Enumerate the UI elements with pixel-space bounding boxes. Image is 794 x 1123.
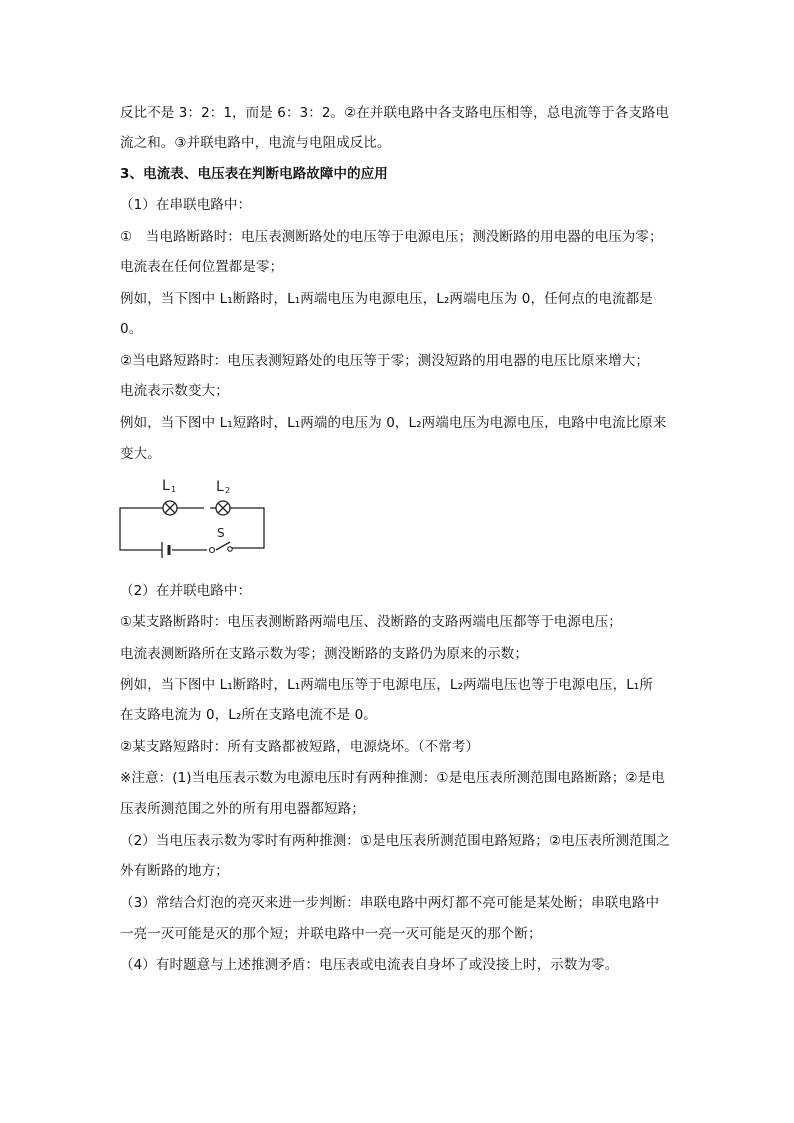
subsection-heading: （1）在串联电路中： bbox=[120, 197, 252, 213]
lamp2-subscript: 2 bbox=[225, 486, 231, 495]
text-line: 反比不是 3：2：1，而是 6：3：2。②在并联电路中各支路电压相等，总电流等于各支路电 bbox=[120, 105, 670, 121]
note-line: （2）当电压表示数为零时有两种推测：①是电压表所测范围电路短路；②电压表所测范围之 bbox=[120, 833, 670, 849]
text-line: ②某支路短路时：所有支路都被短路，电源烧坏。（不常考） bbox=[120, 739, 480, 755]
text-line: 在支路电流为 0，L₂所在支路电流不是 0。 bbox=[120, 707, 377, 723]
text-line: 0。 bbox=[120, 321, 143, 337]
lamp1-subscript: 1 bbox=[171, 485, 177, 494]
note-line: （4）有时题意与上述推测矛盾：电压表或电流表自身坏了或没接上时，示数为零。 bbox=[120, 957, 619, 973]
text-line: 例如，当下图中 L₁断路时，L₁两端电压等于电源电压，L₂两端电压也等于电源电压，L₁所 bbox=[120, 677, 653, 693]
text-line: 电流表示数变大； bbox=[120, 383, 229, 399]
section-heading: 3、电流表、电压表在判断电路故障中的应用 bbox=[120, 166, 388, 182]
text-line: 流之和。③并联电路中，电流与电阻成反比。 bbox=[120, 135, 391, 151]
note-line: 压表所测范围之外的所有用电器都短路； bbox=[120, 801, 365, 817]
battery-icon bbox=[162, 542, 169, 558]
text-line: ①某支路断路时：电压表测断路两端电压、没断路的支路两端电压都等于电源电压； bbox=[120, 614, 622, 630]
lamp-l2-icon bbox=[216, 501, 230, 515]
text-line: ②当电路短路时：电压表测短路处的电压等于零；测没短路的用电器的电压比原来增大； bbox=[120, 353, 650, 369]
text-line: ① 当电路断路时：电压表测断路处的电压等于电源电压；测没断路的用电器的电压为零； bbox=[120, 229, 663, 245]
text-line: 例如，当下图中 L₁短路时，L₁两端的电压为 0，L₂两端电压为电源电压，电路中电流比原来 bbox=[120, 415, 667, 431]
note-line: 外有断路的地方； bbox=[120, 863, 229, 879]
text-line: 变大。 bbox=[120, 446, 161, 462]
switch-label: S bbox=[217, 526, 225, 540]
lamp2-label: L bbox=[216, 479, 224, 495]
note-line: （3）常结合灯泡的亮灭来进一步判断：串联电路中两灯都不亮可能是某处断；串联电路中 bbox=[120, 895, 660, 911]
subsection-heading: （2）在并联电路中： bbox=[120, 583, 252, 599]
text-line: 电流表在任何位置都是零； bbox=[120, 259, 284, 275]
text-line: 电流表测断路所在支路示数为零；测没断路的支路仍为原来的示数； bbox=[120, 646, 528, 662]
series-circuit-diagram bbox=[112, 470, 272, 560]
text-line: 例如，当下图中 L₁断路时，L₁两端电压为电源电压，L₂两端电压为 0，任何点的电流都是 bbox=[120, 291, 653, 307]
note-line: 一亮一灭可能是灭的那个短；并联电路中一亮一灭可能是灭的那个断； bbox=[120, 926, 542, 942]
lamp-l1-icon bbox=[163, 501, 177, 515]
lamp1-label: L bbox=[162, 478, 170, 494]
note-line: ※注意：(1)当电压表示数为电源电压时有两种推测：①是电压表所测范围电路断路；②是电 bbox=[120, 770, 665, 786]
